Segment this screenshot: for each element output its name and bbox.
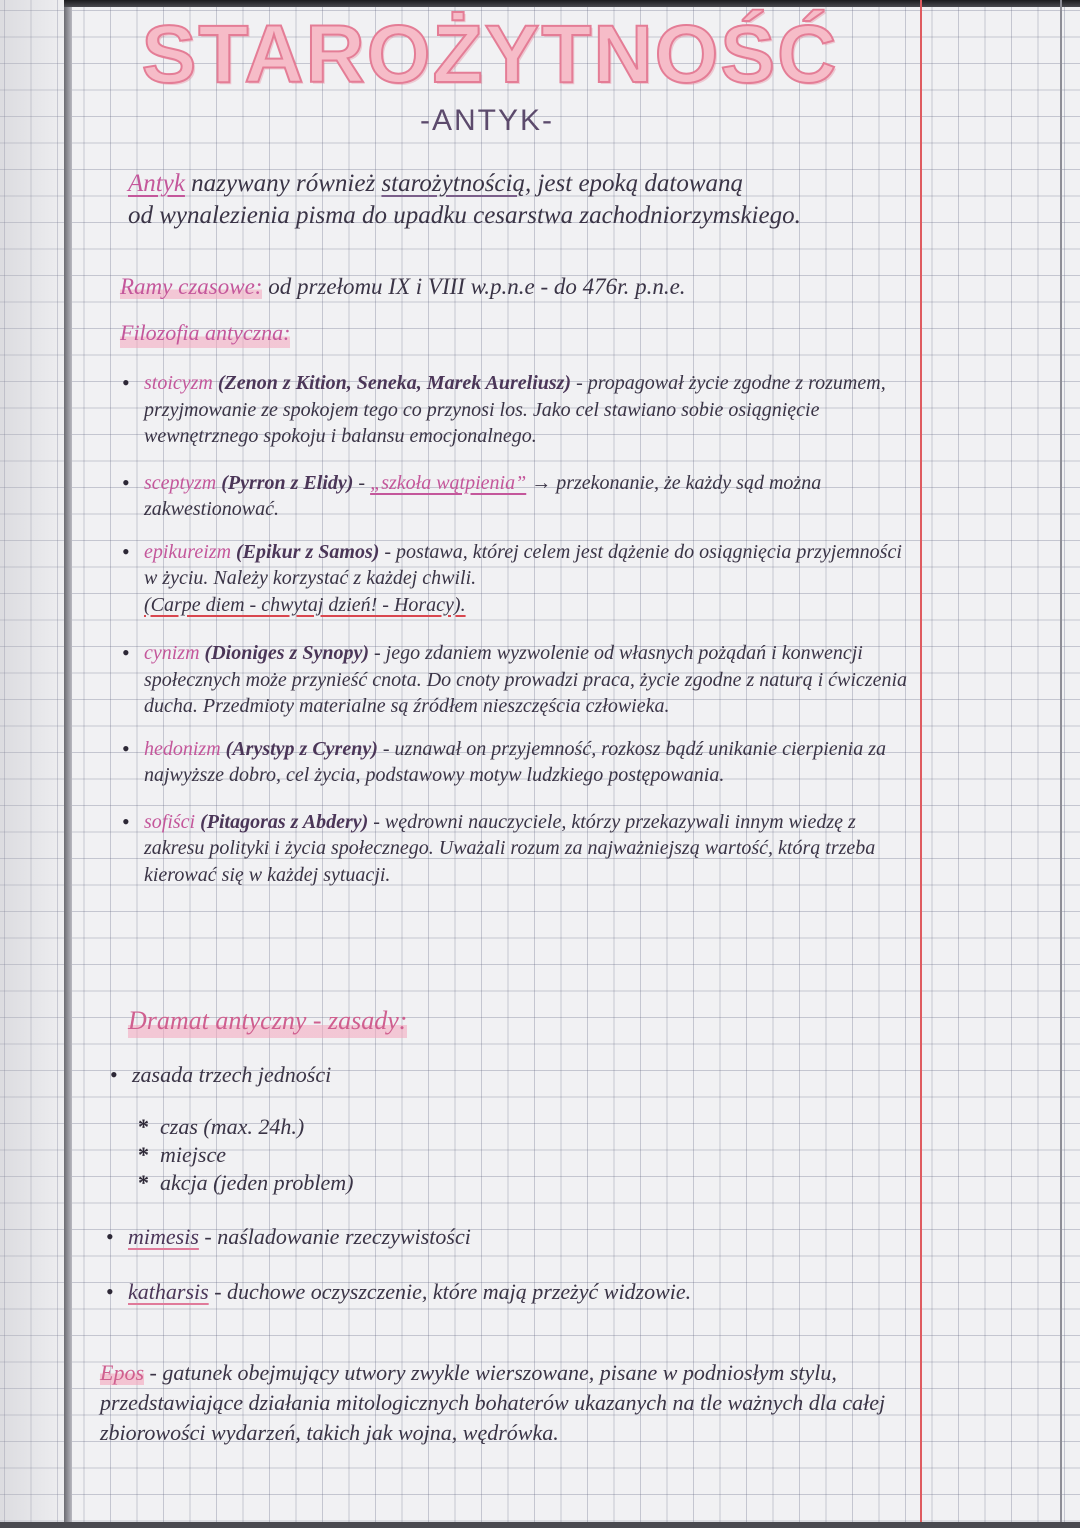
- epos-term: Epos: [100, 1360, 144, 1385]
- philosophy-authors: (Pitagoras z Abdery): [200, 810, 369, 833]
- intro-line-2: od wynalezienia pisma do upadku cesarstwa zachodniorzymskiego.: [128, 202, 801, 229]
- intro-term: Antyk: [128, 170, 185, 197]
- paper-left-shadow: [0, 0, 64, 1528]
- philosophy-heading: Filozofia antyczna:: [120, 318, 290, 348]
- philosophy-item: [118, 370, 910, 450]
- philosophy-authors: (Pyrron z Elidy): [221, 471, 354, 494]
- philosophy-item: [118, 539, 910, 619]
- philosophy-authors: (Epikur z Samos): [236, 540, 380, 563]
- paper-right-edge: [1060, 0, 1062, 1528]
- page-subtitle: -ANTYK-: [420, 104, 554, 137]
- philosophy-description: - propagował życie zgodne z rozumem, przyjmowanie ze spokojem tego co przynosi los. Jako cel stawiano sobie osiągnięcie wewnętrznego spokoju i balansu emocjonalnego.: [144, 372, 886, 447]
- philosophy-description: - postawa, której celem jest dążenie do osiągnięcia przyjemności w życiu. Należy korzystać z każdej chwili.: [144, 540, 902, 589]
- philosophy-term: sceptyzm: [144, 471, 217, 494]
- paper-bottom-edge: [0, 1522, 1080, 1528]
- mimesis-term: mimesis: [128, 1224, 199, 1249]
- philosophy-description-2: → przekonanie, że każdy sąd można zakwestionować.: [144, 471, 822, 520]
- unity-item: * akcja (jeden problem): [138, 1169, 353, 1197]
- unity-item: * miejsce: [138, 1141, 353, 1169]
- intro-text-b: , jest epoką datowaną: [524, 170, 744, 197]
- philosophy-term: epikureizm: [144, 540, 232, 563]
- intro-underlined: starożytnością: [381, 170, 525, 197]
- unity-list: [138, 1113, 353, 1197]
- notebook-gutter: [64, 0, 72, 1528]
- philosophy-description: - uznawał on przyjemność, rozkosz bądź unikanie cierpienia za najwyższe dobro, cel życia, podstawowy motyw ludzkiego postępowania.: [144, 737, 886, 786]
- philosophy-description: - jego zdaniem wyzwolenie od własnych pożądań i konwencji społecznych może przynieść cnota. Do cnoty prowadzi praca, życie zgodne z naturą i ćwiczenia ducha. Przedmioty materialne są źródłem nieszczęścia człowieka.: [144, 642, 908, 717]
- philosophy-description: -: [353, 471, 371, 494]
- philosophy-authors: (Zenon z Kition, Seneka, Marek Aureliusz): [217, 372, 572, 394]
- philosophy-term: cynizm: [144, 642, 200, 664]
- intro-paragraph: [128, 168, 908, 232]
- philosophy-term: hedonizm: [144, 737, 221, 760]
- unity-item: * czas (max. 24h.): [138, 1113, 353, 1141]
- mimesis-item: [106, 1222, 471, 1252]
- timeframe-label: Ramy czasowe:: [120, 274, 263, 299]
- philosophy-description: - wędrowni nauczyciele, którzy przekazywali innym wiedzę z zakresu polityki i życia społecznego. Uważali rozum za najważniejszą wartość, którą trzeba kierować się w każdej sytuacji.: [144, 810, 876, 886]
- philosophy-item: [118, 736, 910, 789]
- timeframe-line: [120, 272, 900, 302]
- philosophy-item: [118, 809, 910, 889]
- philosophy-quote: „szkoła wątpienia”: [370, 471, 527, 494]
- philosophy-list: [118, 370, 910, 888]
- philosophy-term: sofiści: [144, 810, 196, 833]
- unity-rule-text: zasada trzech jedności: [132, 1062, 332, 1087]
- philosophy-authors: (Arystyp z Cyreny): [225, 737, 378, 760]
- philosophy-quote: (Carpe diem - chwytaj dzień! - Horacy).: [144, 593, 466, 616]
- epos-text: - gatunek obejmujący utwory zwykle wierszowane, pisane w podniosłym stylu, przedstawiające działania mitologicznych bohaterów ukazanych na tle ważnych dla całej zbiorowości wydarzeń, takich jak wojna, wędrówka.: [100, 1360, 886, 1445]
- katharsis-text: - duchowe oczyszczenie, które mają przeżyć widzowie.: [208, 1279, 692, 1304]
- timeframe-text: od przełomu IX i VIII w.p.n.e - do 476r. p.n.e.: [262, 274, 686, 299]
- katharsis-term: katharsis: [128, 1279, 209, 1304]
- paper-top-edge: [64, 0, 1080, 7]
- mimesis-text: - naśladowanie rzeczywistości: [198, 1224, 471, 1249]
- philosophy-authors: (Dioniges z Synopy): [204, 642, 369, 664]
- drama-heading: Dramat antyczny - zasady:: [128, 1004, 407, 1038]
- philosophy-term: stoicyzm: [144, 372, 213, 394]
- page-title: STAROŻYTNOŚĆ: [141, 9, 839, 100]
- philosophy-item: [118, 640, 910, 720]
- philosophy-item: [118, 470, 910, 523]
- unity-rule: [110, 1060, 331, 1090]
- katharsis-item: [106, 1277, 691, 1307]
- epos-paragraph: [100, 1358, 900, 1448]
- red-margin-line: [920, 0, 922, 1528]
- intro-text-a: nazywany również: [184, 170, 382, 197]
